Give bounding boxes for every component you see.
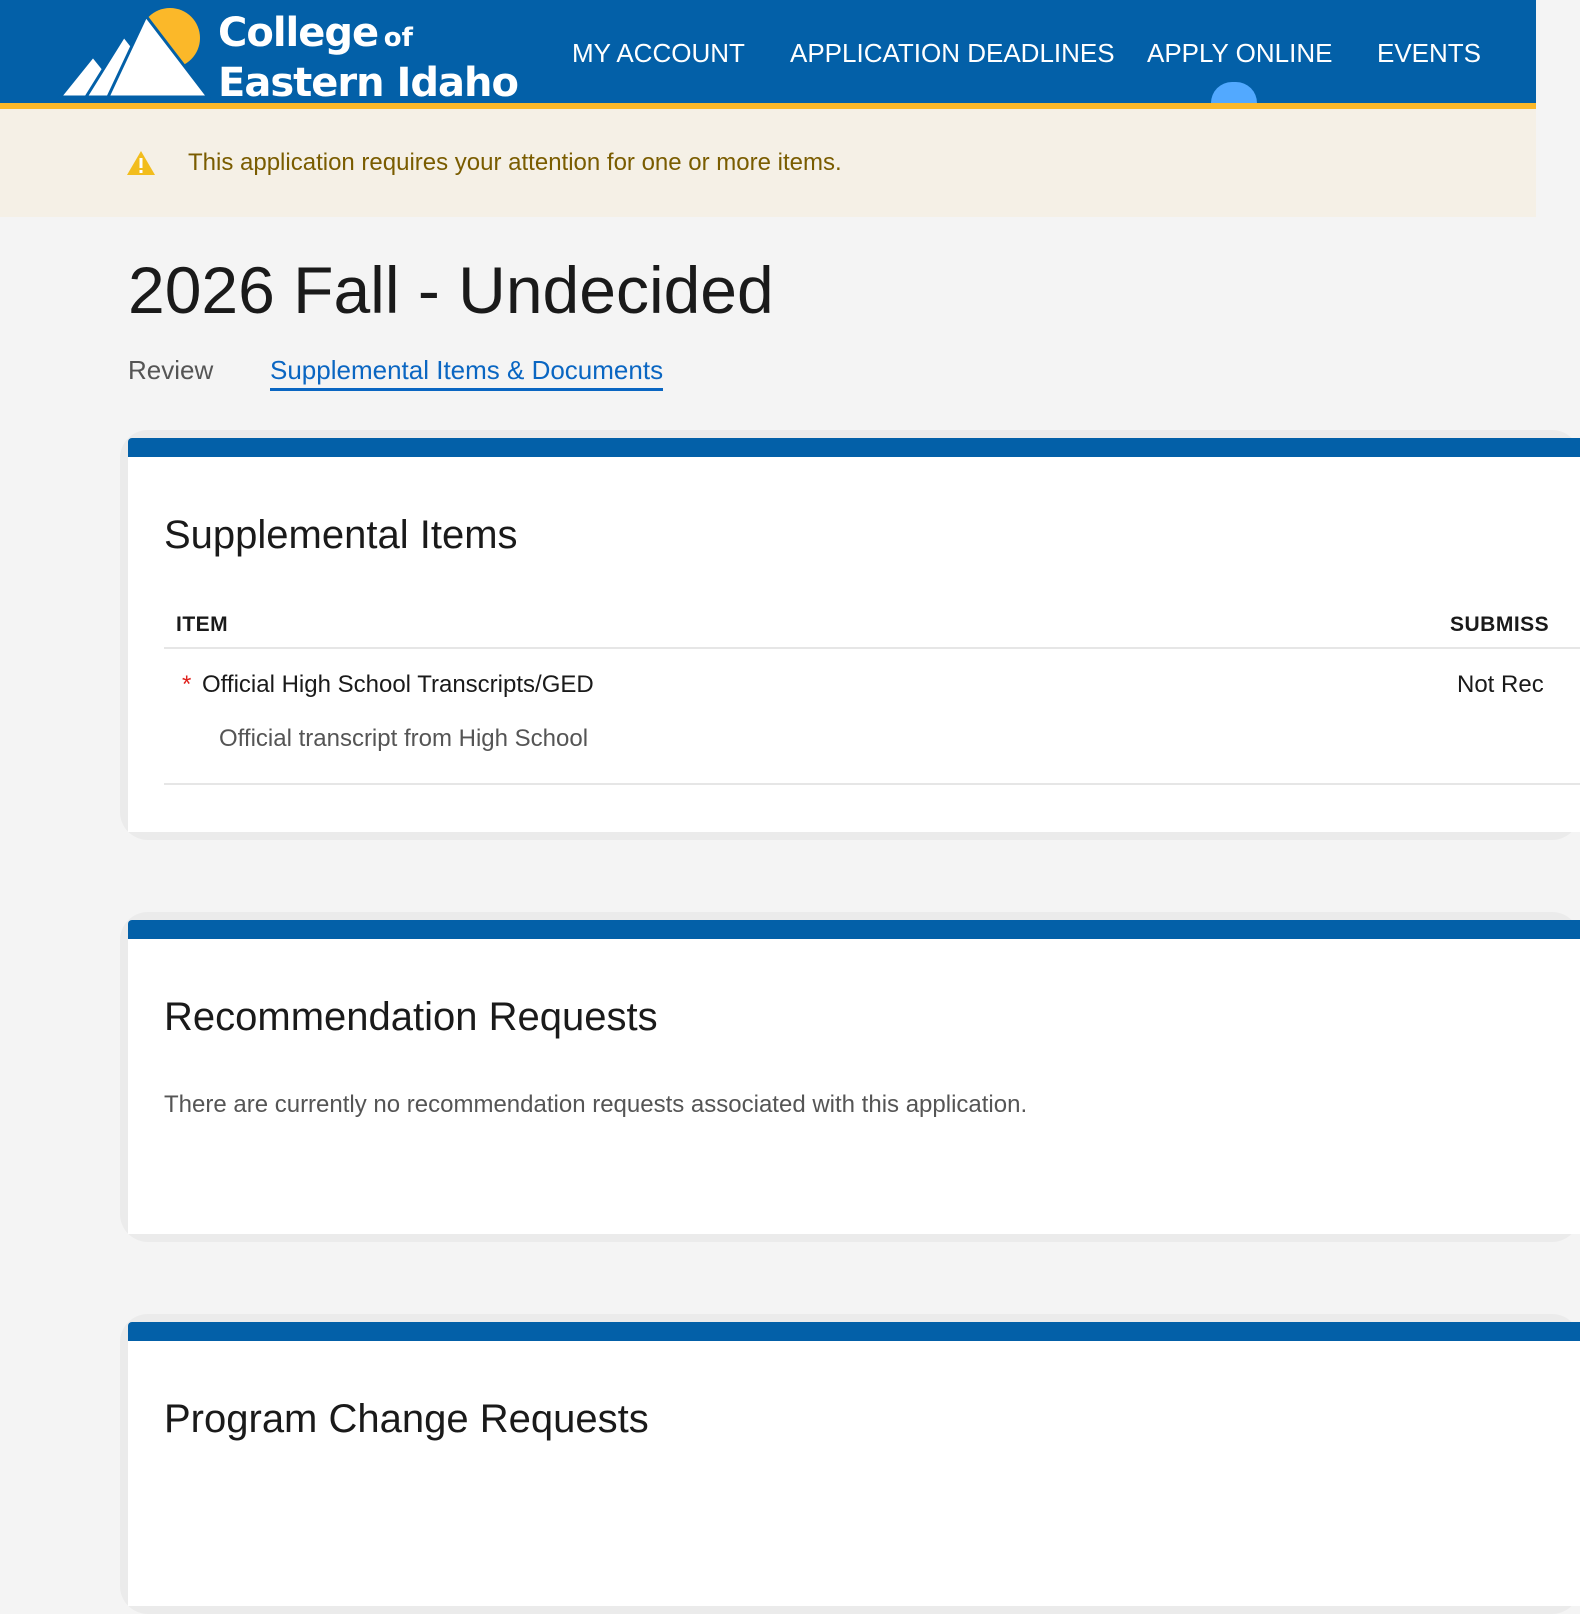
divider (164, 647, 1580, 649)
logo-text-of: of (383, 23, 413, 53)
recommendations-empty-text: There are currently no recommendation requests associated with this application. (164, 1091, 1028, 1118)
item-name: Official High School Transcripts/GED (202, 671, 594, 698)
nav-application-deadlines[interactable]: APPLICATION DEADLINES (790, 38, 1115, 68)
logo-text-eastern-idaho: Eastern Idaho (218, 60, 518, 106)
recommendation-requests-heading: Recommendation Requests (164, 995, 658, 1039)
item-description: Official transcript from High School (219, 725, 589, 752)
column-header-submission: SUBMISS (1450, 613, 1550, 636)
alert-text: This application requires your attention for one or more items. (188, 149, 842, 176)
program-change-requests-card (120, 1314, 1580, 1614)
mountain-sun-icon (58, 4, 218, 100)
attention-alert (0, 109, 1536, 217)
required-asterisk: * (182, 671, 192, 698)
supplemental-items-heading: Supplemental Items (164, 513, 518, 557)
supplemental-items-card (120, 430, 1580, 840)
nav-apply-online[interactable]: APPLY ONLINE (1147, 38, 1333, 68)
page-title: 2026 Fall - Undecided (128, 253, 774, 327)
submission-status: Not Rec (1457, 671, 1544, 698)
tab-review[interactable]: Review (128, 355, 214, 385)
nav-events[interactable]: EVENTS (1377, 38, 1482, 68)
warning-icon (126, 150, 156, 181)
program-change-requests-heading: Program Change Requests (164, 1397, 649, 1441)
recommendation-requests-card (120, 912, 1580, 1242)
column-header-item: ITEM (176, 613, 229, 636)
tab-supplemental-items-documents[interactable]: Supplemental Items & Documents (270, 355, 663, 391)
active-nav-indicator (1211, 82, 1257, 103)
college-logo[interactable] (58, 4, 518, 106)
divider (164, 783, 1580, 785)
site-header (0, 0, 1536, 109)
logo-text-college: College (218, 10, 379, 56)
nav-my-account[interactable]: MY ACCOUNT (572, 38, 745, 68)
